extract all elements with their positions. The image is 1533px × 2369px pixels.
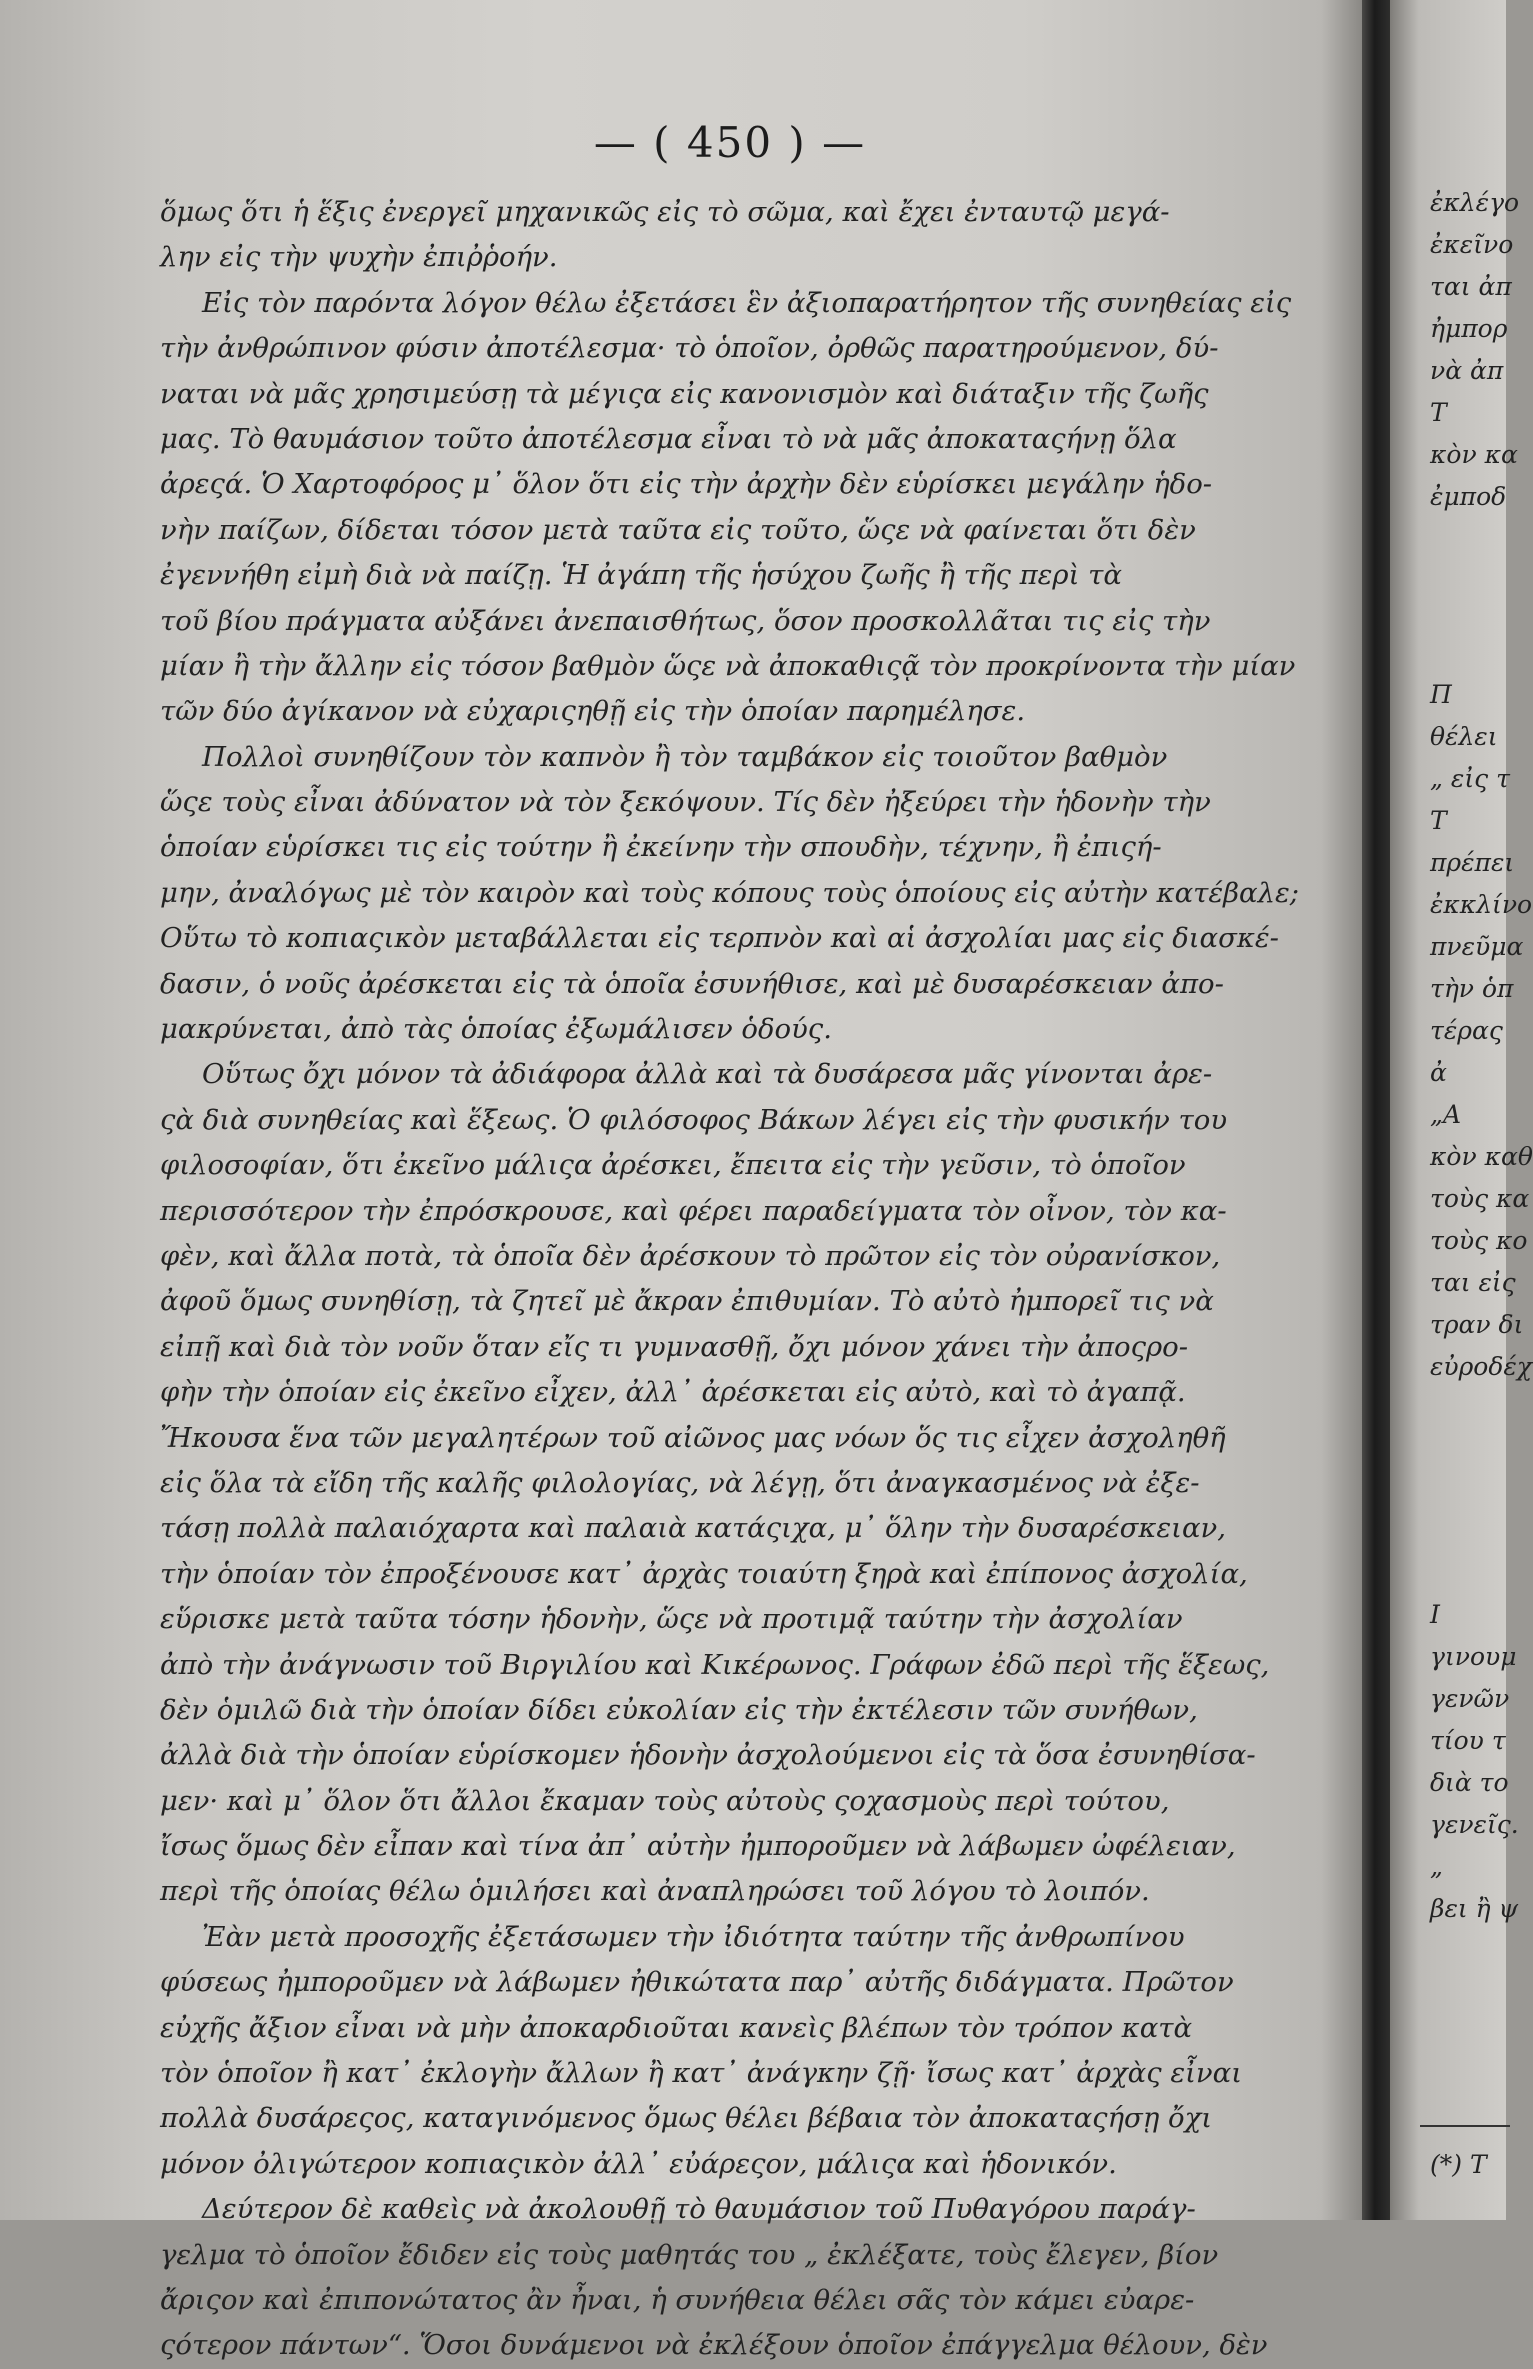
facing-page-fragment: ἐκκλίνο [1430,890,1533,919]
facing-page-fragment: κὸν κα [1430,440,1518,469]
facing-page-fragment: „ εἰς τ [1430,764,1510,793]
text-line: εἰπῇ καὶ διὰ τὸν νοῦν ὅταν εἴς τι γυμνασθῇ, ὄχι μόνον χάνει τὴν ἀποςρο- [160,1330,1189,1363]
text-line: γελμα τὸ ὁποῖον ἔδιδεν εἰς τοὺς μαθητάς του „ ἐκλέξατε, τοὺς ἔλεγεν, βίον [160,2238,1219,2271]
facing-page-fragment: „Α [1430,1100,1462,1129]
text-line: μας. Τὸ θαυμάσιον τοῦτο ἀποτέλεσμα εἶναι τὸ νὰ μᾶς ἀποκαταςήνῃ ὅλα [160,422,1177,455]
facing-page-fragment: Τ [1430,806,1447,835]
facing-page-fragment: πνεῦμα [1430,932,1524,961]
text-line: Δεύτερον δὲ καθεὶς νὰ ἀκολουθῇ τὸ θαυμάσιον τοῦ Πυθαγόρου παράγ- [202,2193,1196,2226]
text-line: ἄριςον καὶ ἐπιπονώτατος ἂν ἦναι, ἡ συνήθεια θέλει σᾶς τὸν κάμει εὐαρε- [160,2283,1195,2316]
text-line: φὴν τὴν ὁποίαν εἰς ἐκεῖνο εἶχεν, ἀλλ᾽ ἀρέσκεται εἰς αὐτὸ, καὶ τὸ ἀγαπᾷ. [160,1376,1186,1409]
text-line: νὴν παίζων, δίδεται τόσον μετὰ ταῦτα εἰς τοῦτο, ὥςε νὰ φαίνεται ὅτι δὲν [160,513,1196,546]
facing-page-fragment: πρέπει [1430,848,1515,877]
facing-page-fragment: γενῶν [1430,1684,1510,1713]
facing-page-fragment: Τ [1430,398,1447,427]
text-line: περισσότερον τὴν ἐπρόσκρουσε, καὶ φέρει παραδείγματα τὸν οἶνον, τὸν κα- [160,1194,1227,1227]
facing-page-fragment: Π [1430,680,1452,709]
text-line: φὲν, καὶ ἄλλα ποτὰ, τὰ ὁποῖα δὲν ἀρέσκουν τὸ πρῶτον εἰς τὸν οὐρανίσκον, [160,1239,1221,1272]
text-line: ἐγεννήθη εἰμὴ διὰ νὰ παίζῃ. Ἡ ἀγάπη τῆς ἡσύχου ζωῆς ἢ τῆς περὶ τὰ [160,559,1122,592]
facing-page-fragment: ἠμπορ [1430,314,1508,343]
page-number-header: — ( 450 ) — [593,118,867,167]
text-line: μόνον ὀλιγώτερον κοπιαςικὸν ἀλλ᾽ εὐάρεςον, μάλιςα καὶ ἡδονικόν. [160,2147,1117,2180]
facing-page-fragment: ἐκεῖνο [1430,230,1514,259]
text-line: τὴν ἀνθρώπινον φύσιν ἀποτέλεσμα· τὸ ὁποῖον, ὀρθῶς παρατηρούμενον, δύ- [160,332,1219,365]
text-line: ἀπὸ τὴν ἀνάγνωσιν τοῦ Βιργιλίου καὶ Κικέρωνος. Γράφων ἐδῶ περὶ τῆς ἕξεως, [160,1648,1270,1681]
facing-page-fragment: τραν δι [1430,1310,1524,1339]
facing-page-fragment: τίου τ [1430,1726,1506,1755]
facing-page-fragment: ται ἀπ [1430,272,1512,301]
text-line: περὶ τῆς ὁποίας θέλω ὁμιλήσει καὶ ἀναπληρώσει τοῦ λόγου τὸ λοιπόν. [160,1875,1150,1908]
footnote-rule [1420,2125,1510,2127]
text-line: ὁποίαν εὑρίσκει τις εἰς τούτην ἢ ἐκείνην τὴν σπουδὴν, τέχνην, ἢ ἐπιςή- [160,831,1162,864]
facing-page-fragment: θέλει [1430,722,1498,751]
text-line: εἰς ὅλα τὰ εἴδη τῆς καλῆς φιλολογίας, νὰ λέγῃ, ὅτι ἀναγκασμένος νὰ ἐξε- [160,1466,1200,1499]
text-line: μεν· καὶ μ᾽ ὅλον ὅτι ἄλλοι ἔκαμαν τοὺς αὐτοὺς ςοχασμοὺς περὶ τούτου, [160,1784,1170,1817]
text-line: ςὰ διὰ συνηθείας καὶ ἕξεως. Ὁ φιλόσοφος Βάκων λέγει εἰς τὴν φυσικήν του [160,1103,1228,1136]
text-line: ἀρεςά. Ὁ Χαρτοφόρος μ᾽ ὅλον ὅτι εἰς τὴν ἀρχὴν δὲν εὑρίσκει μεγάλην ἡδο- [160,468,1213,501]
text-line: εὕρισκε μετὰ ταῦτα τόσην ἡδονὴν, ὥςε νὰ προτιμᾷ ταύτην τὴν ἀσχολίαν [160,1603,1183,1636]
facing-page-fragment: τοὺς κο [1430,1226,1528,1255]
text-line: μακρύνεται, ἀπὸ τὰς ὁποίας ἐξωμάλισεν ὁδούς. [160,1013,832,1046]
text-line: ναται νὰ μᾶς χρησιμεύσῃ τὰ μέγιςα εἰς κανονισμὸν καὶ διάταξιν τῆς ζωῆς [160,377,1209,410]
facing-page-fragment: ἐκλέγο [1430,188,1520,217]
text-line: εὐχῆς ἄξιον εἶναι νὰ μὴν ἀποκαρδιοῦται κανεὶς βλέπων τὸν τρόπον κατὰ [160,2011,1193,2044]
text-line: ὥςε τοὺς εἶναι ἀδύνατον νὰ τὸν ξεκόψουν. Τίς δὲν ἠξεύρει τὴν ἡδονὴν τὴν [160,786,1211,819]
facing-page-fragment: διὰ το [1430,1768,1509,1797]
text-line: μην, ἀναλόγως μὲ τὸν καιρὸν καὶ τοὺς κόπους τοὺς ὁποίους εἰς αὐτὴν κατέβαλε; [160,876,1300,909]
facing-page-fragment: γενεῖς. [1430,1810,1519,1839]
facing-page-fragment: Ι [1430,1600,1440,1629]
text-line: τάσῃ πολλὰ παλαιόχαρτα καὶ παλαιὰ κατάςιχα, μ᾽ ὅλην τὴν δυσαρέσκειαν, [160,1512,1226,1545]
text-line: φιλοσοφίαν, ὅτι ἐκεῖνο μάλιςα ἀρέσκει, ἔπειτα εἰς τὴν γεῦσιν, τὸ ὁποῖον [160,1149,1186,1182]
text-line: τῶν δύο ἀγίκανον νὰ εὐχαριςηθῇ εἰς τὴν ὁποίαν παρημέλησε. [160,695,1026,728]
facing-page-fragment: τὴν ὁπ [1430,974,1514,1003]
text-line: τοῦ βίου πράγματα αὐξάνει ἀνεπαισθήτως, ὅσον προσκολλᾶται τις εἰς τὴν [160,604,1211,637]
facing-page-fragment: ἀ [1430,1058,1447,1087]
facing-page-fragment: γινουμ [1430,1642,1517,1671]
text-line: τὸν ὁποῖον ἢ κατ᾽ ἐκλογὴν ἄλλων ἢ κατ᾽ ἀνάγκην ζῇ· ἴσως κατ᾽ ἀρχὰς εἶναι [160,2057,1243,2090]
text-line: ςότερον πάντων“. Ὅσοι δυνάμενοι νὰ ἐκλέξουν ὁποῖον ἐπάγγελμα θέλουν, δὲν [160,2329,1268,2362]
text-line: ὅμως ὅτι ἡ ἕξις ἐνεργεῖ μηχανικῶς εἰς τὸ σῶμα, καὶ ἔχει ἐνταυτῷ μεγά- [160,196,1170,228]
facing-page-fragment: βει ἢ ψ [1430,1894,1519,1923]
facing-page-fragment: ται εἰς [1430,1268,1516,1297]
facing-page-fragment: εὐροδέχ [1430,1352,1532,1381]
facing-page-fragment: κὸν καθ [1430,1142,1533,1171]
text-line: τὴν ὁποίαν τὸν ἐπροξένουσε κατ᾽ ἀρχὰς τοιαύτη ξηρὰ καὶ ἐπίπονος ἀσχολία, [160,1557,1248,1590]
text-line: δὲν ὁμιλῶ διὰ τὴν ὁποίαν δίδει εὐκολίαν εἰς τὴν ἐκτέλεσιν τῶν συνήθων, [160,1693,1198,1726]
text-line: Ἤκουσα ἕνα τῶν μεγαλητέρων τοῦ αἰῶνος μας νόων ὅς τις εἶχεν ἀσχοληθῆ [160,1421,1226,1454]
text-line: Οὕτω τὸ κοπιαςικὸν μεταβάλλεται εἰς τερπνὸν καὶ αἱ ἀσχολίαι μας εἰς διασκέ- [160,922,1279,955]
facing-page-fragment: τοὺς κα [1430,1184,1530,1213]
text-line: Εἰς τὸν παρόντα λόγον θέλω ἐξετάσει ἓν ἀξιοπαρατήρητον τῆς συνηθείας εἰς [202,286,1292,319]
facing-page-fragment: (*) Τ [1430,2150,1487,2179]
text-line: πολλὰ δυσάρεςος, καταγινόμενος ὅμως θέλει βέβαια τὸν ἀποκαταςήσῃ ὄχι [160,2102,1213,2135]
facing-page-edge [1390,0,1533,2220]
text-line: Οὕτως ὄχι μόνον τὰ ἀδιάφορα ἀλλὰ καὶ τὰ δυσάρεσα μᾶς γίνονται ἀρε- [202,1058,1213,1091]
text-line: φύσεως ἠμποροῦμεν νὰ λάβωμεν ἠθικώτατα παρ᾽ αὐτῆς διδάγματα. Πρῶτον [160,1966,1234,1999]
text-line: ἀφοῦ ὅμως συνηθίσῃ, τὰ ζητεῖ μὲ ἄκραν ἐπιθυμίαν. Τὸ αὐτὸ ἠμπορεῖ τις νὰ [160,1285,1214,1318]
text-line: λην εἰς τὴν ψυχὴν ἐπιῤῥοήν. [160,241,558,274]
facing-page-fragment: „ [1430,1852,1443,1881]
facing-page-fragment: νὰ ἀπ [1430,356,1504,385]
text-line: μίαν ἢ τὴν ἄλλην εἰς τόσον βαθμὸν ὥςε νὰ ἀποκαθιςᾷ τὸν προκρίνοντα τὴν μίαν [160,649,1296,682]
text-line: ἀλλὰ διὰ τὴν ὁποίαν εὑρίσκομεν ἡδονὴν ἀσχολούμενοι εἰς τὰ ὅσα ἐσυνηθίσα- [160,1739,1256,1772]
text-line: Ἐὰν μετὰ προσοχῆς ἐξετάσωμεν τὴν ἰδιότητα ταύτην τῆς ἀνθρωπίνου [202,1920,1185,1953]
facing-page-fragment: ἐμποδ [1430,482,1507,511]
facing-page-fragment: τέρας [1430,1016,1503,1045]
text-line: ἴσως ὅμως δὲν εἶπαν καὶ τίνα ἀπ᾽ αὐτὴν ἠμποροῦμεν νὰ λάβωμεν ὠφέλειαν, [160,1830,1236,1863]
book-gutter [1362,0,1390,2220]
page-body-text [160,190,1310,2369]
text-line: δασιν, ὁ νοῦς ἀρέσκεται εἰς τὰ ὁποῖα ἐσυνήθισε, καὶ μὲ δυσαρέσκειαν ἀπο- [160,967,1224,1000]
text-line: Πολλοὶ συνηθίζουν τὸν καπνὸν ἢ τὸν ταμβάκον εἰς τοιοῦτον βαθμὸν [202,740,1168,773]
